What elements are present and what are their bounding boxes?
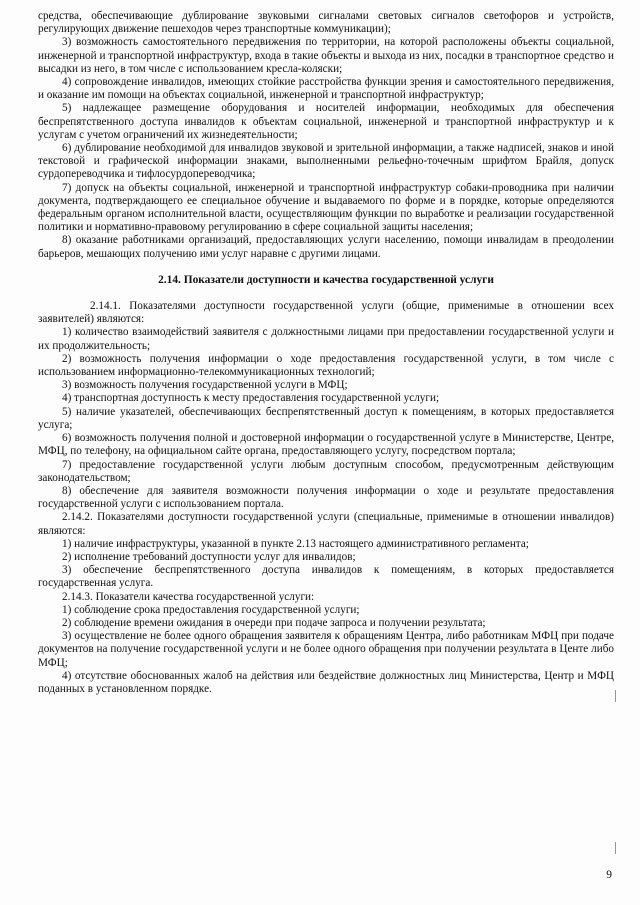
scan-artifact	[615, 842, 616, 854]
paragraph: 2.14.3. Показатели качества государственной услуги:	[62, 590, 315, 603]
paragraph: средства, обеспечивающие дублирование звуковыми сигналами световых сигналов светофоров и устройств, регулирующих движение пешеходов через транспортные коммуникации);	[38, 10, 614, 36]
paragraph: 5) наличие указателей, обеспечивающих беспрепятственный доступ к помещениям, в которых предоставляется услуга;	[38, 405, 614, 431]
paragraph: 2) исполнение требований доступности услуг для инвалидов;	[62, 550, 356, 563]
paragraph: 1) количество взаимодействий заявителя с должностными лицами при предоставлении государственной услуги и их продолжительность;	[38, 326, 614, 352]
paragraph: 8) обеспечение для заявителя возможности получения информации о ходе и результате предоставления государственной услуги с использованием портала.	[38, 484, 614, 511]
page-number: 9	[606, 869, 612, 881]
section-heading: 2.14. Показатели доступности и качества государственной услуги	[158, 273, 494, 286]
paragraph: 3) осуществление не более одного обращения заявителя к обращениям Центра, либо работникам МФЦ при подаче документов на получение государственной услуги и не более одного обращения при получении результата в Центе либо МФЦ;	[38, 630, 614, 669]
paragraph: 4) отсутствие обоснованных жалоб на действия или бездействие должностных лиц Министерства, Центр и МФЦ поданных в установленном порядке.	[38, 669, 614, 695]
paragraph: 1) соблюдение срока предоставления государственной услуги;	[62, 603, 360, 616]
paragraph: 2) возможность получения информации о ходе предоставления государственной услуги, в том числе с использованием информационно-телекоммуникационных технологий;	[38, 352, 614, 379]
paragraph: 4) сопровождение инвалидов, имеющих стойкие расстройства функции зрения и самостоятельного передвижения, и оказание им помощи на объектах социальной, инженерной и транспортной инфраструктур;	[38, 76, 614, 102]
paragraph: 3) обеспечение беспрепятственного доступа инвалидов к помещениям, в которых предоставляется государственная услуга.	[38, 564, 614, 590]
paragraph: 1) наличие инфраструктуры, указанной в пункте 2.13 настоящего административного регламента;	[62, 537, 529, 550]
paragraph: 7) предоставление государственной услуги любым доступным способом, предусмотренным действующим законодательством;	[38, 458, 614, 484]
scan-artifact	[615, 690, 616, 702]
paragraph: 2.14.1. Показателями доступности государственной услуги (общие, применимые в отношении всех заявителей) являются:	[38, 300, 614, 326]
paragraph: 3) возможность самостоятельного передвижения по территории, на которой расположены объекты социальной, инженерной и транспортной инфраструктур, входа в такие объекты и выхода из них, посадки в транспортное средство и высадки из него, в том числе с использованием кресла-коляски;	[38, 36, 614, 75]
paragraph: 8) оказание работниками организаций, предоставляющих услуги населению, помощи инвалидам в преодолении барьеров, мешающих получению ими услуг наравне с другими лицами.	[38, 234, 614, 260]
paragraph: 4) транспортная доступность к месту предоставления государственной услуги;	[62, 392, 440, 405]
paragraph: 7) допуск на объекты социальной, инженерной и транспортной инфраструктур собаки-проводника при наличии документа, подтверждающего ее специальное обучение и выдаваемого по форме и в порядке, которые определяются федеральным органом исполнительной власти, осуществляющим функции по выработке и реализации государственной политики и нормативно-правовому регулированию в сфере социальной защиты населения;	[38, 181, 614, 234]
paragraph: 2.14.2. Показателями доступности государственной услуги (специальные, применимые в отношении инвалидов) являются:	[38, 511, 614, 537]
paragraph: 5) надлежащее размещение оборудования и носителей информации, необходимых для обеспечения беспрепятственного доступа инвалидов к объектам социальной, инженерной и транспортной инфраструктур и к услугам с учетом ограничений их жизнедеятельности;	[38, 102, 614, 141]
paragraph: 2) соблюдение времени ожидания в очереди при подаче запроса и получении результата;	[62, 616, 486, 629]
paragraph: 6) дублирование необходимой для инвалидов звуковой и зрительной информации, а также надписей, знаков и иной текстовой и графической информации знаками, выполненными рельефно-точечным шрифтом Брайля, допуск сурдопереводчика и тифлосурдопереводчика;	[38, 142, 614, 181]
paragraph: 3) возможность получения государственной услуги в МФЦ;	[62, 379, 348, 392]
paragraph: 6) возможность получения полной и достоверной информации о государственной услуге в Министерстве, Центре, МФЦ, по телефону, на официальном сайте органа, предоставляющего услугу, посредством портала;	[38, 432, 614, 458]
